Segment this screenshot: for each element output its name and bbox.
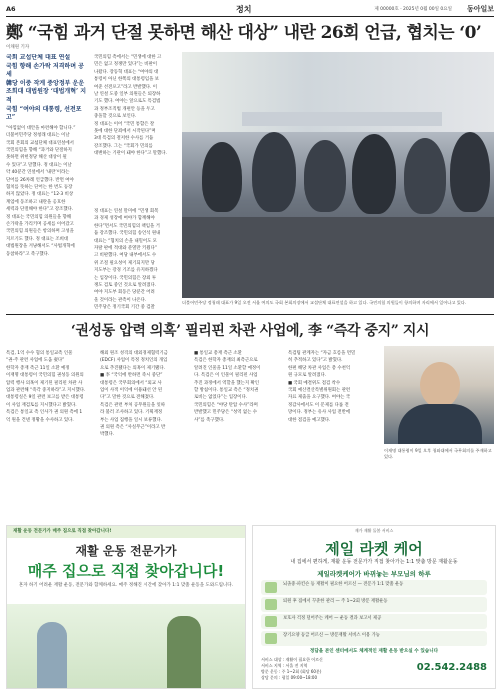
ad-care-service (252, 525, 496, 689)
text-line: 국민의힘 의원들은 항의하며 고성을 (6, 229, 74, 235)
ad-top-label: 재가 재활 돌봄 서비스 (354, 528, 394, 533)
text-line: 고 비판했다. 여당 내부에서도 수 (94, 253, 157, 259)
text-line: 나왔다. 장동혁 대표는 “여야의 대 (94, 69, 159, 75)
text-line: 국민의힘 측에서는 “민생에 대한 고 (94, 55, 162, 60)
text-line: 는 입장이다. 국민의힘은 장외 투 (94, 275, 157, 281)
text-line: 정 대표는 국민의힘 의원들을 향해 (6, 214, 71, 220)
news-photo-assembly (182, 52, 494, 298)
news-photo-president (384, 346, 494, 444)
text-line: 못에 대한 단죄에서 시작된다”며 (94, 129, 156, 135)
ad-headline-2: 매주 집으로 직접 찾아갑니다! (27, 562, 225, 580)
ad-info-list: 서비스 대상 : 재활이 필요한 어르신 서비스 지역 : 서울 전 지역 방문 운동 : 주 1~2회 (회당 60분) 상담 문의 : 평일 09:00~18:00 (261, 657, 323, 680)
text-line: 더불어민주당 정청래 대표는 이날 (6, 133, 70, 139)
text-line: 대법원장을 겨냥해서도 “사법개혁에 (6, 244, 75, 250)
text-line: 대통령실은 9일 관련 보고를 받은 대통령 (6, 395, 84, 401)
masthead (6, 2, 494, 17)
article2-column-1 (6, 350, 88, 520)
text-line: 지르기도 했다. 정 대표는 조희대 (6, 236, 69, 242)
ad-rehab-visit (6, 525, 246, 689)
text-line: “권-주 관련 사업에 도움 줬다” (6, 358, 65, 364)
text-line: 통령이 아닌 한쪽의 대통령임을 보 (94, 77, 159, 83)
text-line: 세력과 단절해야 한다”고 강조했다. (6, 207, 74, 213)
text-line: ■ 통일교 총재 측근 소환 (194, 351, 242, 356)
text-line: 충돌할 것으로 보인다. (94, 114, 137, 120)
text-line: 수 있다”고 말했다. 정 대표는 이날 (6, 162, 72, 168)
text-line: 대변하는 기관이 돼야 한다”고 말했다. (94, 151, 167, 157)
text-line: 손가락을 가리키며 공세를 이어갔고 (6, 222, 74, 228)
text-line: 특검은 한학자 총재의 최측근으로 (194, 358, 258, 364)
text-line: ■ 국회 예결위도 점검 착수 (288, 380, 341, 386)
text-line: 할 방침이다. 통일교 측은 “정치권 (194, 388, 259, 394)
ad-phone-number: 02.542.2488 (416, 662, 487, 673)
text-line: 민주당은 정기국회 기간 중 검찰 (94, 305, 155, 311)
text-line: 동참하라”고 촉구했다. (6, 251, 50, 257)
text-line: 민은 없고 정쟁만 있다”는 비판이 (94, 62, 157, 68)
ad-description: 혼자 하기 어려운 재활 운동, 전문가와 함께하세요. 매주 정해진 시간에 찾아가 1:1 맞춤 운동을 도와드립니다. (18, 583, 234, 588)
text-line: (EDCF) 사업이 특정 정치인의 개입 (100, 358, 168, 364)
text-line: 대통령은 국무회의에서 “외교 사 (100, 380, 162, 386)
text-line: 3대 특검의 철저한 수사를 거듭 (94, 136, 154, 142)
text-line: 듭 강조했다. 국민의힘 송언석 원내 (94, 231, 161, 237)
text-line: 한편 해당 차관 사업은 총 수천억 (288, 365, 351, 371)
text-line: 국민의힘은 “야당 탄압 수사”라며 (194, 402, 258, 408)
text-line: 과 경제 성장에 여야가 함께해야 (94, 216, 155, 222)
article1-column-1 (6, 54, 88, 354)
text-line: 정 대표는 연설 말미에 “민생 회복 (94, 209, 159, 214)
text-line: 억 원을 건넨 정황을 수사하고 있다. (6, 417, 74, 423)
ad-photo (7, 604, 245, 688)
ad-feature-item: 장기요양 등급 어르신 — 방문재활 서비스 이용 가능 (261, 631, 487, 646)
text-line: 쟁도 검토 중인 것으로 알려졌다. (94, 283, 157, 289)
paper-logo: 동아일보 (466, 5, 494, 13)
text-line: 단어를 26차례 언급했다. 반면 여야 (6, 177, 74, 183)
text-line: 자료 제출을 요구했다. 여야는 국 (288, 395, 351, 401)
text-line: 여준 선전포고”라고 반발했다. 이 (94, 84, 157, 90)
text-line: 협치를 뜻하는 단어는 한 번도 등장 (6, 185, 73, 190)
text-line: 이재명 대통령이 국민의힘 권성동 의원의 (6, 373, 84, 379)
text-line: 약 40분간 연설에서 ‘내란’이라는 (6, 170, 70, 176)
article1-column-2 (94, 54, 176, 204)
article2-column-4 (288, 350, 370, 520)
text-line: 원 규모로 알려졌다. (288, 373, 327, 379)
text-line: 정감사에서도 이 문제를 다룰 전 (288, 402, 349, 408)
divider (6, 314, 494, 315)
text-line: 강조했다. 그는 “국회가 민의를 (94, 143, 153, 149)
ad-feature-item: 보호자 걱정 덜어주는 케어 — 운동 결과 보고서 제공 (261, 614, 487, 629)
text-line: 로비는 없었다”는 입장이다. (194, 395, 248, 401)
text-line: 하지 않았다. 정 대표는 “12·3 비상 (6, 192, 74, 198)
text-line: 특검, 1억 수수 혐의 통일교측 인물 (6, 351, 73, 356)
article2-column-3 (194, 350, 276, 520)
text-line: 국민의힘을 향해 “과거와 단절하지 (6, 147, 72, 153)
text-line: 사”를 촉구했다. (194, 417, 225, 423)
ad-slogan: 정답을 본인 센터에서도 체계적인 재활 운동 받으실 수 있습니다 (309, 649, 439, 654)
text-line: 못하면 위헌정당 해산 대상이 될 (6, 155, 67, 161)
text-line: 이 사업 재검토를 지시했다고 밝혔다. (6, 402, 77, 408)
byline: 이채원 기자 (6, 45, 30, 50)
ad-feature-item: 퇴원 후 집에서 꾸준한 관리 — 주 1~2회 방문 재활운동 (261, 597, 487, 612)
text-line: 한학자 총재 측근 11일 소환 예정 (6, 365, 70, 371)
text-line: 다. 특검은 이 인물이 필리핀 사업 (194, 373, 258, 379)
ad-tagline: 제일라켓케어가 바뀌놓는 부모님의 하루 (317, 570, 431, 578)
text-line: 라 불러 조사하고 있다. 기획재정 (100, 410, 163, 416)
text-line: 특검팀 관계자는 “자금 흐름을 면밀 (288, 351, 356, 356)
issue-info: 제 00000호 · 2025년 0월 00일 0요일 (374, 7, 452, 12)
photo-caption-2: 이재명 대통령이 9일 오후 청와대에서 국무회의를 주재하고 있다. (384, 448, 492, 460)
text-line: 부는 사업 집행을 일시 보류했다. (100, 417, 163, 423)
text-line: 계엄에 동조하고 내란을 옹호한 (6, 199, 66, 205)
text-line: 위 조절 필요성이 제기되지만 당 (94, 260, 155, 266)
text-line: 반발했고 민주당은 “성역 없는 수 (194, 410, 257, 416)
text-line: 업과 관련해 “즉각 중지하라”고 지시했다. (6, 388, 86, 394)
text-line: 히 추적하고 있다”고 밝혔다. (288, 358, 343, 364)
text-line: 해외 원조 성격의 대외경제협력기금 (100, 351, 168, 356)
article2-column-2 (100, 350, 182, 520)
text-line: “아낌없이 대안을 마련해야 합니다.” (6, 125, 76, 131)
ad-feature-item: 뇌졸중·파킨슨 등 재활이 필요한 어르신 — 전문가 1:1 맞춤 운동 (261, 580, 487, 595)
text-line: 정 대표는 이어 “국민 통합은 잘 (94, 121, 155, 127)
text-line: 권 의원 측은 “사실무근”이라고 반 (100, 425, 166, 431)
text-line: 압력 행사 의혹이 제기된 필리핀 차관 사 (6, 380, 83, 386)
text-line: 자랄 판에 적대와 분열만 키웠다” (94, 246, 157, 252)
text-line: 대한 점검을 예고했다. (288, 417, 331, 423)
text-line: 과 정부조직법 개편안 등을 두고 (94, 106, 155, 112)
text-line: 추진 과정에서 역할을 했는지 확인 (194, 380, 259, 386)
text-line: ■ 李 “국익에 반하면 즉시 중단” (100, 373, 163, 379)
section-title: 정치 (236, 5, 252, 14)
text-line: 국회 본회의 교섭단체 대표연설에서 (6, 140, 74, 146)
article1-body (6, 125, 88, 258)
text-line: 지도부는 강경 기조를 유지하겠다 (94, 268, 158, 274)
ad-headline: 재활 운동 전문가가 (75, 544, 177, 558)
text-line: 대표는 “협치의 손을 내밀어도 모 (94, 238, 157, 244)
text-line: 국회 예산결산특별위원회는 관련 (288, 388, 351, 394)
text-line: 기도 했다. 여야는 앞으로도 특검법 (94, 99, 161, 105)
text-line: 업이 사적 이익에 이용돼선 안 된 (100, 388, 163, 394)
text-line: 울 것이라는 관측이 나온다. (94, 297, 147, 303)
text-line: 한다”면서도 국민의힘의 책임을 거 (94, 223, 160, 229)
subhead: 국회 교섭단체 대표 연설 국힘 향해 손가락 저격하며 공세 韓당 이중 작게 중앙정부 운운 조희대 대법원장 ‘대법개혁’ 지적 국힘 “여야의 대통령, 선전포고” (6, 54, 86, 122)
page-number: A6 (6, 5, 16, 13)
text-line: 알려진 인물을 11일 소환할 예정이 (194, 365, 261, 371)
headline-second: ‘권성동 압력 의혹’ 필리핀 차관 사업에, 李 “즉각 중지” 지시 (70, 323, 430, 339)
text-line: 다”고 말한 것으로 전해졌다. (100, 395, 155, 401)
ad-top-banner: 재활 운동 전문가가 매주 집으로 직접 찾아갑니다! (7, 526, 245, 538)
text-line: 여야 지도부 회동은 당분간 어려 (94, 290, 155, 296)
text-line: 박했다. (100, 432, 115, 438)
text-line: 특검은 통일교 측 인사가 권 의원 측에 1 (6, 410, 83, 416)
ad-subtitle: 내 집에서 편하게, 재활 운동 전문가가 직접 찾아가는 1:1 맞춤 방문 재활운동 (290, 559, 458, 565)
photo-caption: 더불어민주당 정청래 대표가 9일 오전 서울 여의도 국회 본회의장에서 교섭단체 대표연설을 하고 있다. 국민의힘 의원들이 항의하며 자리에서 일어나고 있다. (182, 300, 467, 305)
article1-column-2b (94, 208, 176, 312)
ad-brand-title: 제일 라켓 케어 (325, 540, 423, 558)
headline-main: 鄭 “국힘 과거 단절 못하면 해산 대상” 내란 26회 언급, 협치는 ‘0’ (6, 23, 482, 43)
text-line: 날 연설 도중 일부 의원들은 퇴장하 (94, 92, 161, 98)
text-line: 특검은 관련 부처 공무원들을 잇따 (100, 402, 165, 408)
text-line: 으로 추진됐다는 의혹이 제기됐다. (100, 365, 165, 371)
text-line: 망이다. 정부는 유사 사업 전반에 (288, 410, 351, 416)
